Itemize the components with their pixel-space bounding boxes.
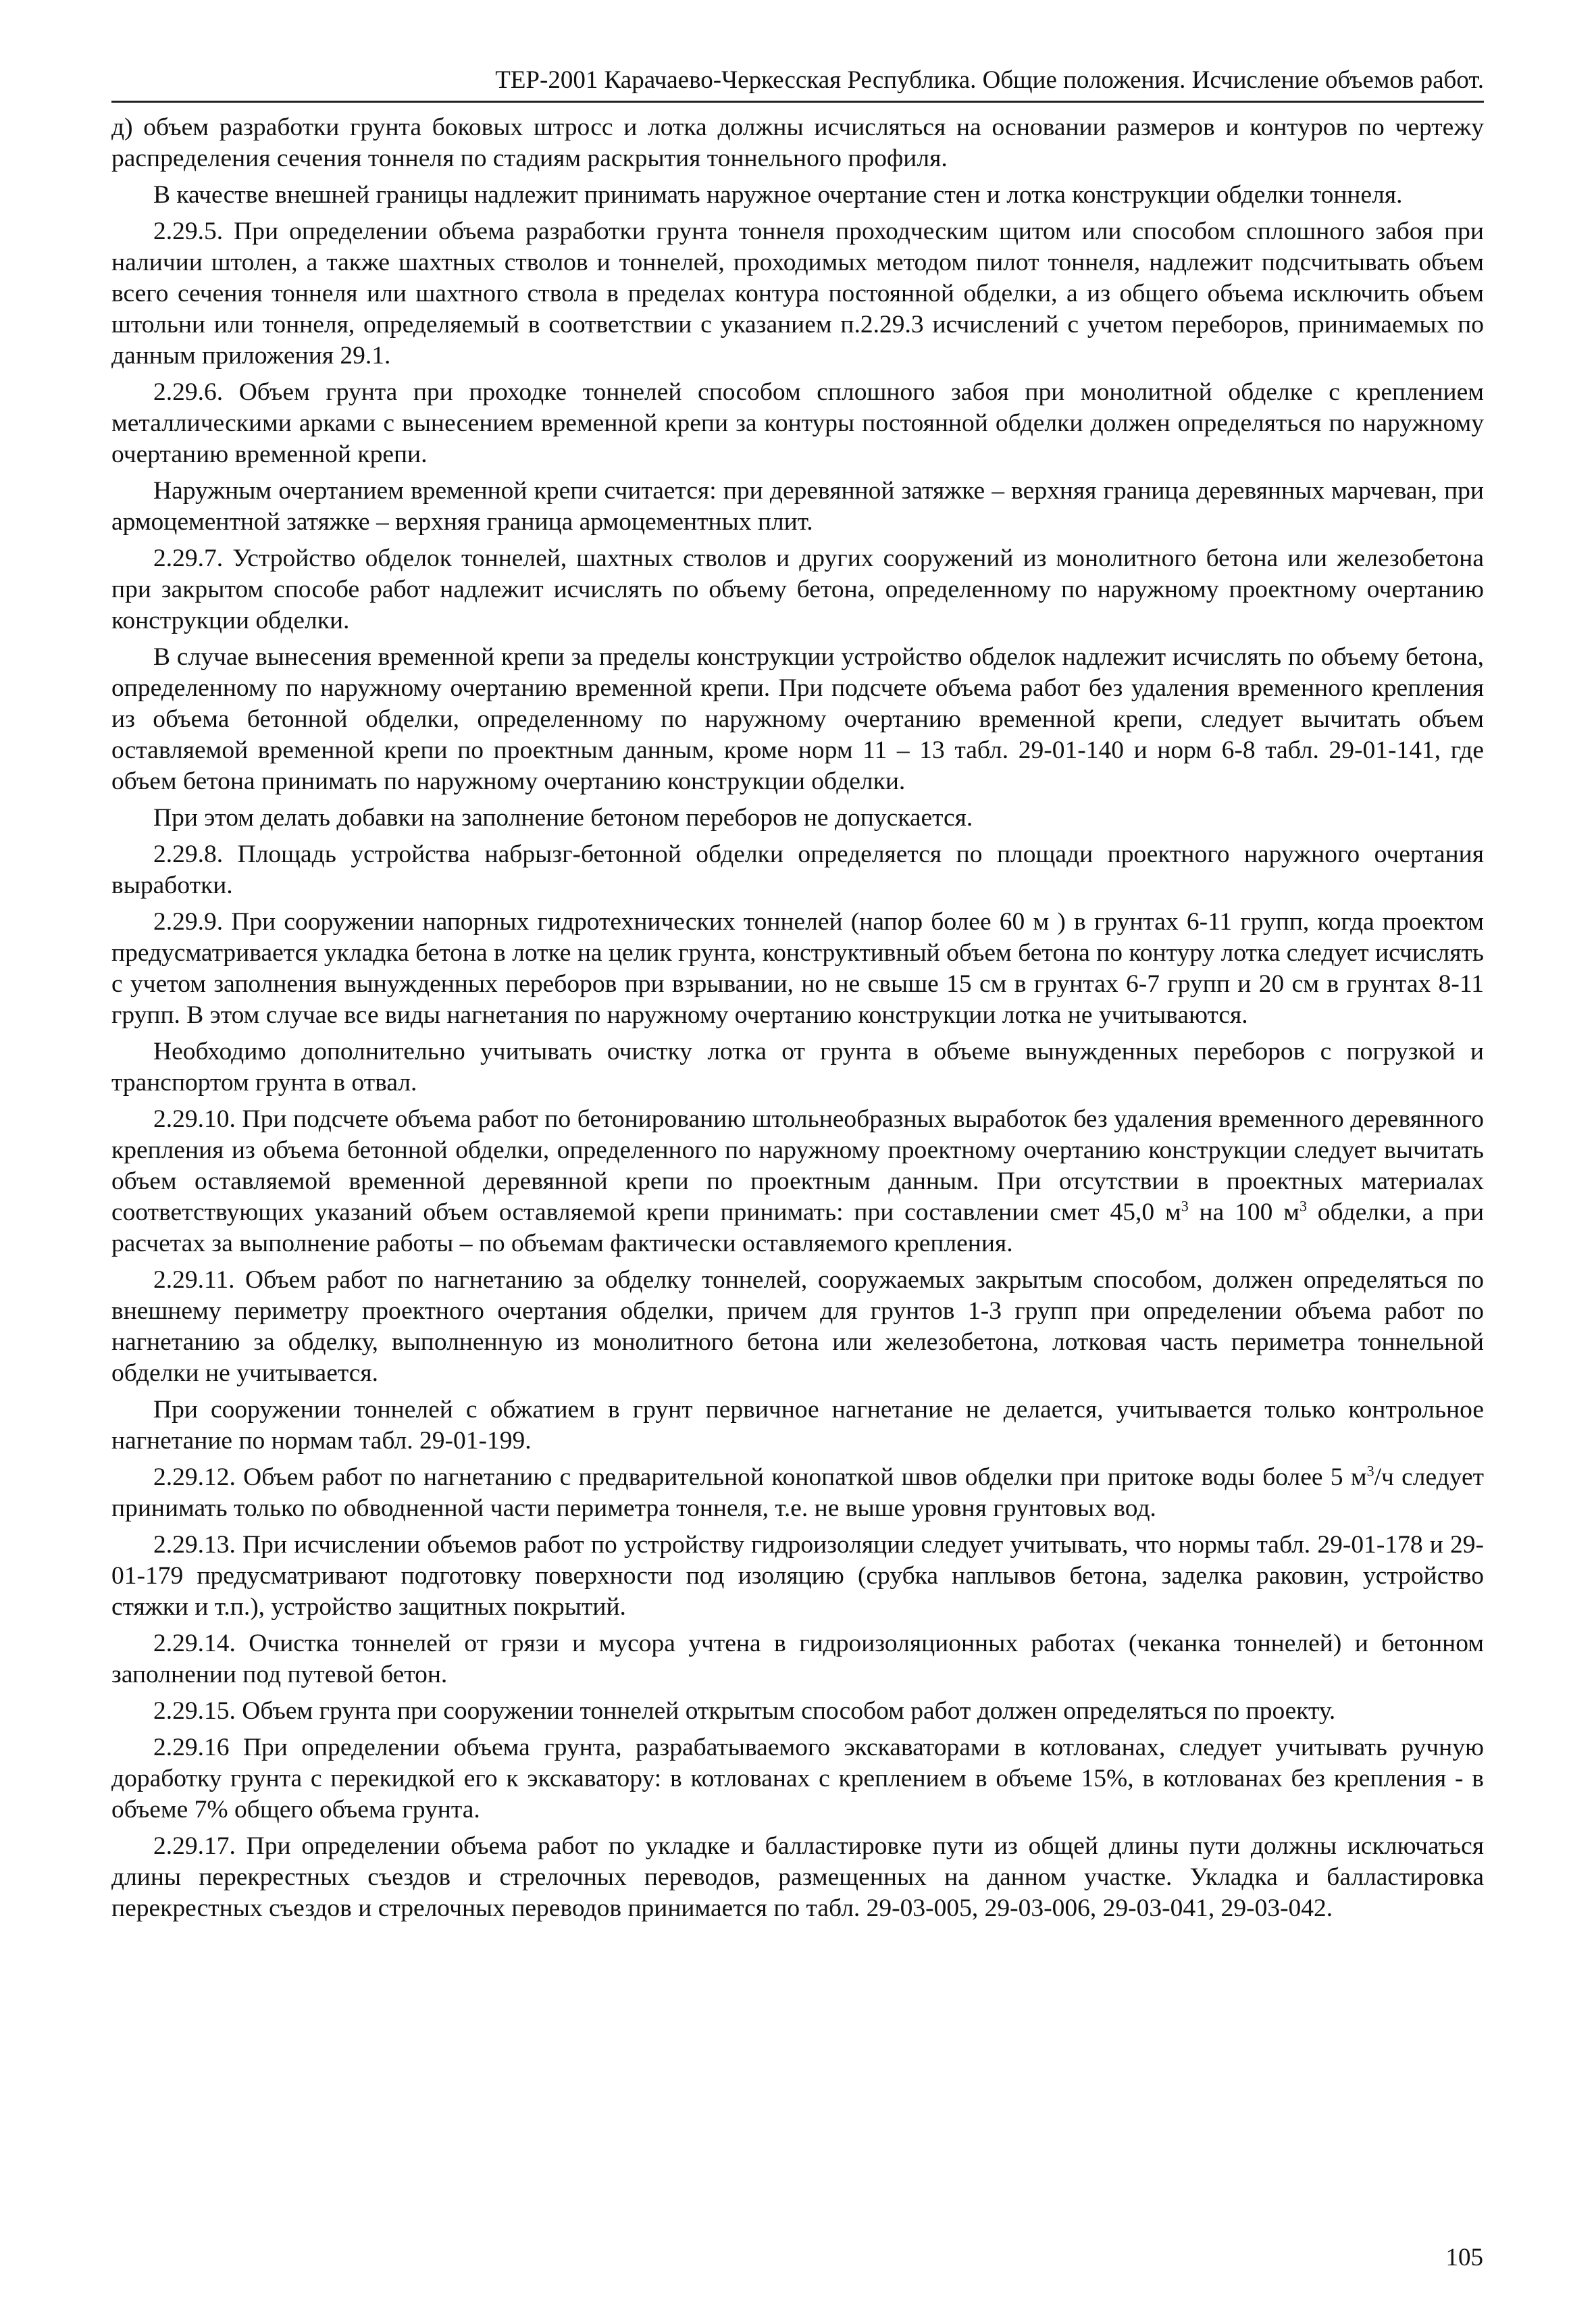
paragraph-2-29-14: 2.29.14. Очистка тоннелей от грязи и мусора учтена в гидроизоляционных работах (чеканка тоннелей) и бетонном заполнении под путевой бетон. bbox=[111, 1630, 1484, 1688]
paragraph-2-29-10 bbox=[111, 1104, 1484, 1259]
paragraph-2-29-12 bbox=[111, 1462, 1484, 1524]
paragraph-2-29-5: 2.29.5. При определении объема разработки грунта тоннеля проходческим щитом или способом сплошного забоя при наличии штолен, а также шахтных стволов и тоннелей, проходимых методом пилот тоннеля, надлежит подсчитывать объем всего сечения тоннеля или шахтного ствола в пределах контура постоянной обделки, а из общего объема исключить объем штольни или тоннеля, определяемый в соответствии с указанием п.2.29.3 исчислений с учетом переборов, принимаемых по данным приложения 29.1. bbox=[111, 218, 1484, 370]
paragraph-2-29-16: 2.29.16 При определении объема грунта, разрабатываемого экскаваторами в котлованах, следует учитывать ручную доработку грунта с перекидкой его к экскаватору: в котлованах с креплением в объеме 15%, в котлованах без крепления - в объеме 7% общего объема грунта. bbox=[111, 1734, 1484, 1823]
superscript-cubic-1: 3 bbox=[1181, 1197, 1189, 1215]
paragraph-2-29-12-part-1: 2.29.12. Объем работ по нагнетанию с предварительной конопаткой швов обделки при притоке воды более 5 м bbox=[153, 1463, 1367, 1491]
paragraph-no-additions: При этом делать добавки на заполнение бетоном переборов не допускается. bbox=[153, 804, 973, 832]
paragraph-2-29-13: 2.29.13. При исчислении объемов работ по устройству гидроизоляции следует учитывать, что нормы табл. 29-01-178 и 29-01-179 предусматривают подготовку поверхности под изоляцию (срубка наплывов бетона, заделка раковин, устройство стяжки и т.п.), устройство защитных покрытий. bbox=[111, 1531, 1484, 1621]
document-page bbox=[111, 64, 1484, 1930]
paragraph-2-29-15: 2.29.15. Объем грунта при сооружении тоннелей открытым способом работ должен определяться по проекту. bbox=[153, 1697, 1336, 1725]
paragraph-2-29-11: 2.29.11. Объем работ по нагнетанию за обделку тоннелей, сооружаемых закрытым способом, должен определяться по внешнему периметру проектного очертания обделки, причем для грунтов 1-3 групп при определении объема работ по нагнетанию за обделку, выполненную из монолитного бетона или железобетона, лотковая часть периметра тоннельной обделки не учитывается. bbox=[111, 1266, 1484, 1387]
paragraph-2-29-10-part-1: 2.29.10. При подсчете объема работ по бетонированию штольнеобразных выработок без удаления временного деревянного крепления из объема бетонной обделки, определенного по наружному проектному очертанию конструкции следует вычитать объем оставляемой временной деревянной крепи по проектным данным. При отсутствии в проектных материалах соответствующих указаний объем оставляемой крепи принимать: при составлении смет 45,0 м bbox=[111, 1105, 1484, 1226]
paragraph-temporary-support-outline: Наружным очертанием временной крепи считается: при деревянной затяжке – верхняя граница деревянных марчеван, при армоцементной затяжке – верхняя граница армоцементных плит. bbox=[111, 477, 1484, 536]
page-number: 105 bbox=[1445, 2244, 1483, 2271]
document-body bbox=[111, 112, 1484, 1924]
paragraph-2-29-17: 2.29.17. При определении объема работ по укладке и балластировке пути из общей длины пути должны исключаться длины перекрестных съездов и стрелочных переводов, размещенных на данном участке. Укладка и балластировка перекрестных съездов и стрелочных переводов принимается по табл. 29-03-005, 29-03-006, 29-03-041, 29-03-042. bbox=[111, 1832, 1484, 1922]
paragraph-tray-cleaning: Необходимо дополнительно учитывать очистку лотка от грунта в объеме вынужденных переборов с погрузкой и транспортом грунта в отвал. bbox=[111, 1038, 1484, 1097]
paragraph-2-29-9: 2.29.9. При сооружении напорных гидротехнических тоннелей (напор более 60 м ) в грунтах 6-11 групп, когда проектом предусматривается укладка бетона в лотке на целик грунта, конструктивный объем бетона по контуру лотка следует исчислять с учетом заполнения вынужденных переборов при взрывании, но не свыше 15 см в грунтах 6-7 групп и 20 см в грунтах 8-11 групп. В этом случае все виды нагнетания по наружному очертанию конструкции лотка не учитываются. bbox=[111, 908, 1484, 1029]
superscript-cubic-3: 3 bbox=[1366, 1462, 1374, 1480]
paragraph-2-29-12-part-2: /ч следует принимать только по обводненной части периметра тоннеля, т.е. не выше уровня грунтовых вод. bbox=[111, 1463, 1484, 1522]
paragraph-2-29-10-part-2: на 100 м bbox=[1188, 1199, 1299, 1226]
paragraph-2-29-6: 2.29.6. Объем грунта при проходке тоннелей способом сплошного забоя при монолитной обделке с креплением металлическими арками с вынесением временной крепи за контуры постоянной обделки должен определяться по наружному очертанию временной крепи. bbox=[111, 378, 1484, 468]
paragraph-d: д) объем разработки грунта боковых штросс и лотка должны исчисляться на основании размеров и контуров по чертежу распределения сечения тоннеля по стадиям раскрытия тоннельного профиля. bbox=[111, 114, 1484, 172]
paragraph-2-29-8: 2.29.8. Площадь устройства набрызг-бетонной обделки определяется по площади проектного наружного очертания выработки. bbox=[111, 840, 1484, 899]
paragraph-temporary-support-beyond: В случае вынесения временной крепи за пределы конструкции устройство обделок надлежит исчислять по объему бетона, определенному по наружному очертанию временной крепи. При подсчете объема работ без удаления временного крепления из объема бетонной обделки, определенному по наружному очертанию временной крепи, следует вычитать объем оставляемой временной крепи по проектным данным, кроме норм 11 – 13 табл. 29-01-140 и норм 6-8 табл. 29-01-141, где объем бетона принимать по наружному очертанию конструкции обделки. bbox=[111, 643, 1484, 795]
paragraph-2-29-7: 2.29.7. Устройство обделок тоннелей, шахтных стволов и других сооружений из монолитного бетона или железобетона при закрытом способе работ надлежит исчислять по объему бетона, определенному по наружному проектному очертанию конструкции обделки. bbox=[111, 545, 1484, 634]
paragraph-compression-tunnels: При сооружении тоннелей с обжатием в грунт первичное нагнетание не делается, учитывается только контрольное нагнетание по нормам табл. 29-01-199. bbox=[111, 1396, 1484, 1455]
running-header: ТЕР-2001 Карачаево-Черкесская Республика. Общие положения. Исчисление объемов работ. bbox=[111, 64, 1484, 103]
paragraph-2-29-10-part-3: обделки, а при расчетах за выполнение работы – по объемам фактически оставляемого крепления. bbox=[111, 1199, 1485, 1257]
superscript-cubic-2: 3 bbox=[1299, 1197, 1307, 1215]
paragraph-outer-boundary: В качестве внешней границы надлежит принимать наружное очертание стен и лотка конструкции обделки тоннеля. bbox=[153, 181, 1403, 209]
